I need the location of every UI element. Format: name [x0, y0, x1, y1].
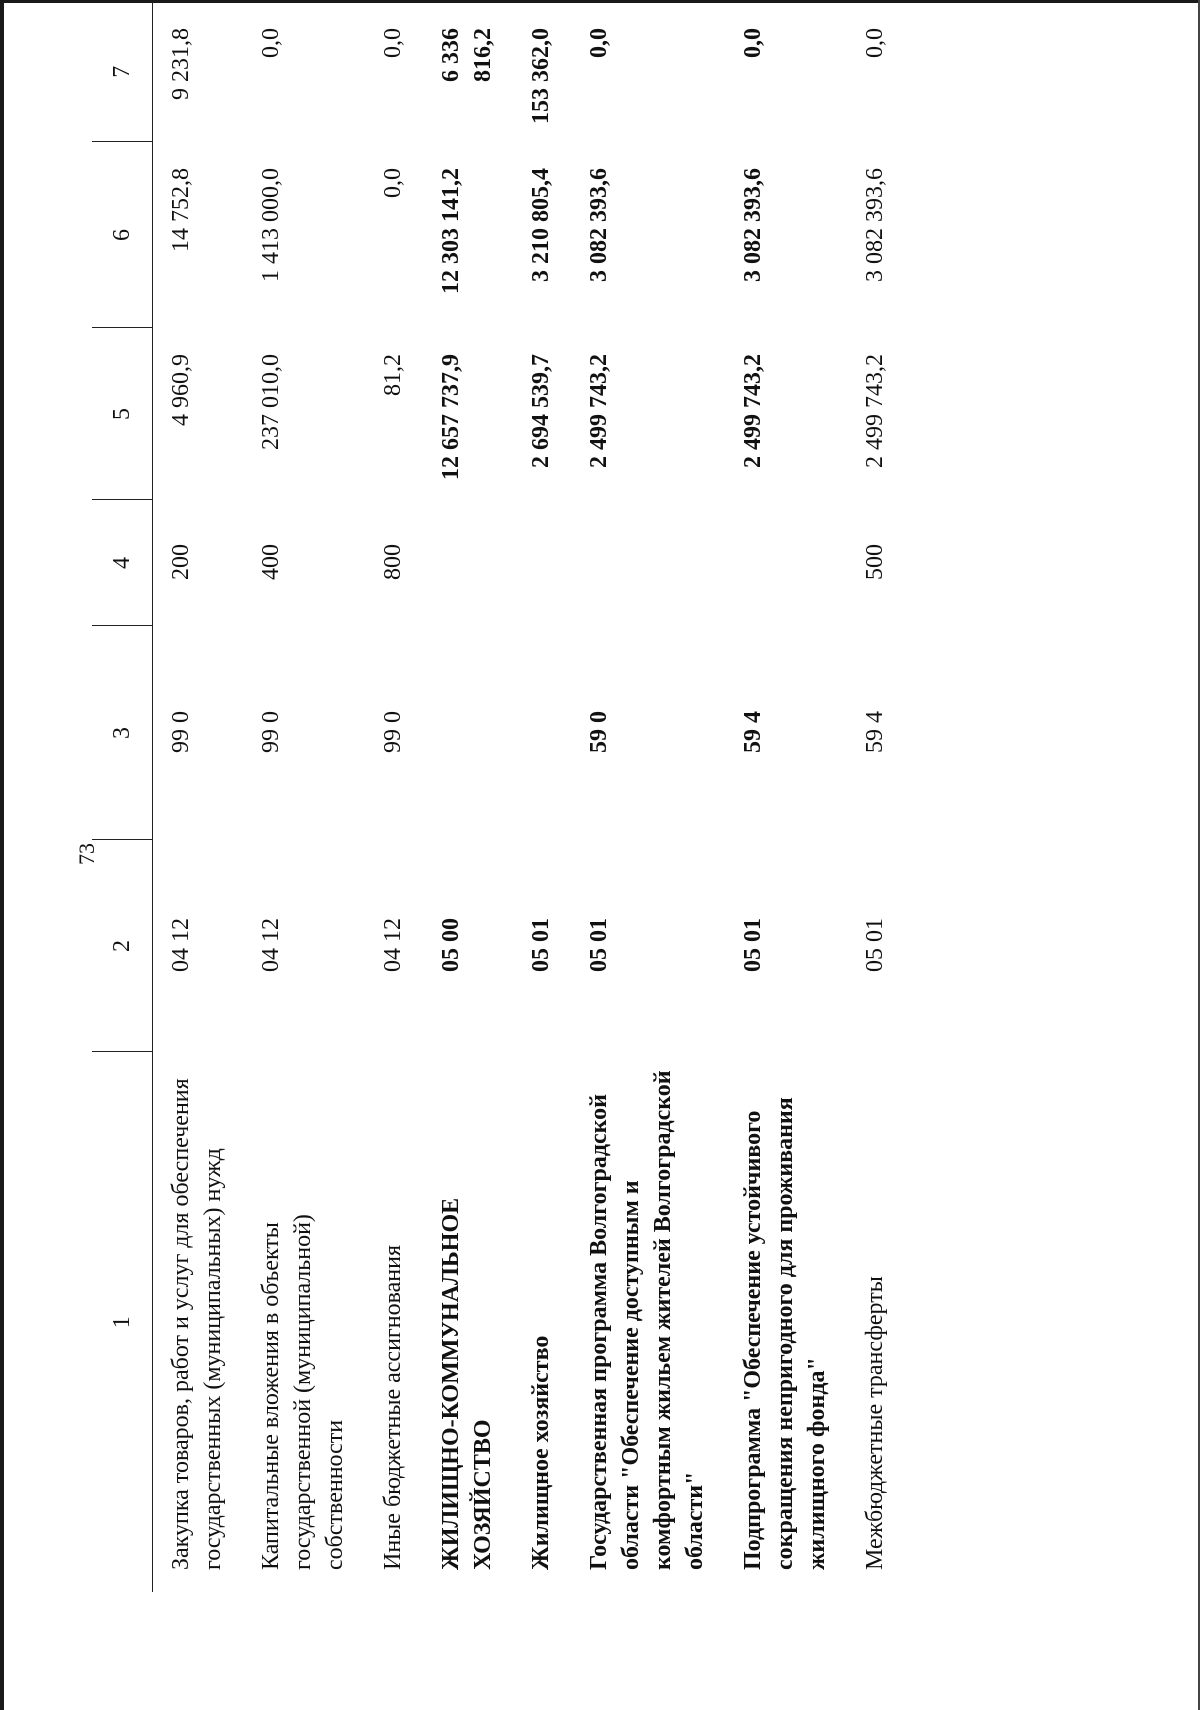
col-header: 1: [108, 1316, 135, 1329]
row-expense-type: [423, 500, 513, 626]
table-row: [365, 2, 423, 1592]
row-program-code: 99 0: [258, 711, 284, 753]
row-program-code: [513, 626, 571, 840]
table-row: [571, 2, 725, 1592]
row-value-col7: 9 231,8: [168, 28, 194, 100]
row-value-col5: 12 657 737,9: [438, 354, 464, 480]
row-value-col6: 3 210 805,4: [528, 168, 554, 282]
row-name: Подпрограмма "Обеспечение устойчивого сокращения непригодного для проживания жилищного фонда": [740, 1097, 830, 1570]
row-section-code: 05 01: [862, 918, 888, 972]
row-section-code: 05 01: [586, 918, 612, 972]
budget-table: [92, 2, 905, 1592]
row-value-col6: 3 082 393,6: [740, 168, 766, 282]
row-name: ЖИЛИЩНО-КОММУНАЛЬНОЕ ХОЗЯЙСТВО: [438, 1197, 496, 1570]
row-expense-type: 200: [168, 544, 194, 580]
row-expense-type: 400: [258, 544, 284, 580]
row-value-col5: 2 694 539,7: [528, 354, 554, 468]
table-row: [847, 2, 905, 1592]
row-value-col5: 4 960,9: [168, 354, 194, 426]
table-row: [513, 2, 571, 1592]
table-row: [423, 2, 513, 1592]
row-value-col7: 0,0: [258, 28, 284, 58]
col-header: 7: [92, 2, 153, 142]
col-header: 4: [92, 500, 153, 626]
row-program-code: 99 0: [168, 711, 194, 753]
row-section-code: 05 00: [438, 918, 464, 972]
row-expense-type: [725, 500, 847, 626]
row-expense-type: [571, 500, 725, 626]
row-value-col7: 0,0: [862, 28, 888, 58]
row-value-col6: 3 082 393,6: [586, 168, 612, 282]
row-value-col6: 0,0: [380, 168, 406, 198]
row-section-code: 04 12: [168, 918, 194, 972]
row-name: Межбюджетные трансферты: [862, 1276, 888, 1570]
row-program-code: 59 4: [740, 711, 766, 753]
row-value-col5: 2 499 743,2: [740, 354, 766, 468]
row-section-code: 04 12: [258, 918, 284, 972]
table-row: [153, 2, 244, 1592]
row-name: Государственная программа Волгоградской области "Обеспечение доступным и комфортным жильем жителей Волгоградской области": [586, 1070, 708, 1570]
row-value-col5: 81,2: [380, 354, 406, 396]
row-program-code: 99 0: [380, 711, 406, 753]
table-body: [153, 2, 906, 1592]
page-number: 73: [74, 843, 99, 865]
row-section-code: 04 12: [380, 918, 406, 972]
row-value-col7: 0,0: [740, 28, 766, 58]
col-header: 5: [92, 328, 153, 500]
row-expense-type: 800: [380, 544, 406, 580]
row-value-col7: 0,0: [380, 28, 406, 58]
row-section-code: 05 01: [740, 918, 766, 972]
row-name: Иные бюджетные ассигнования: [380, 1245, 406, 1570]
row-value-col7: 0,0: [586, 28, 612, 58]
row-value-col7: 6 336 816,2: [438, 28, 496, 82]
table-row: [243, 2, 365, 1592]
col-header: 2: [92, 840, 153, 1052]
row-name: Капитальные вложения в объекты государственной (муниципальной) собственности: [258, 1214, 348, 1570]
table-row: [725, 2, 847, 1592]
row-value-col6: 12 303 141,2: [438, 168, 464, 294]
col-header: 3: [92, 626, 153, 840]
row-value-col7: 153 362,0: [528, 28, 554, 124]
row-value-col6: 1 413 000,0: [258, 168, 284, 282]
row-name: Жилищное хозяйство: [528, 1335, 554, 1570]
row-expense-type: 500: [862, 544, 888, 580]
row-section-code: 05 01: [528, 918, 554, 972]
row-program-code: 59 0: [586, 711, 612, 753]
row-value-col5: 2 499 743,2: [586, 354, 612, 468]
row-value-col5: 2 499 743,2: [862, 354, 888, 468]
row-expense-type: [513, 500, 571, 626]
row-program-code: [423, 626, 513, 840]
row-value-col6: 3 082 393,6: [862, 168, 888, 282]
col-header: 6: [92, 142, 153, 328]
header-row: [92, 2, 153, 1592]
row-value-col6: 14 752,8: [168, 168, 194, 252]
row-name: Закупка товаров, работ и услуг для обеспечения государственных (муниципальных) нужд: [168, 1078, 226, 1570]
row-program-code: 59 4: [862, 711, 888, 753]
row-value-col5: 237 010,0: [258, 354, 284, 450]
